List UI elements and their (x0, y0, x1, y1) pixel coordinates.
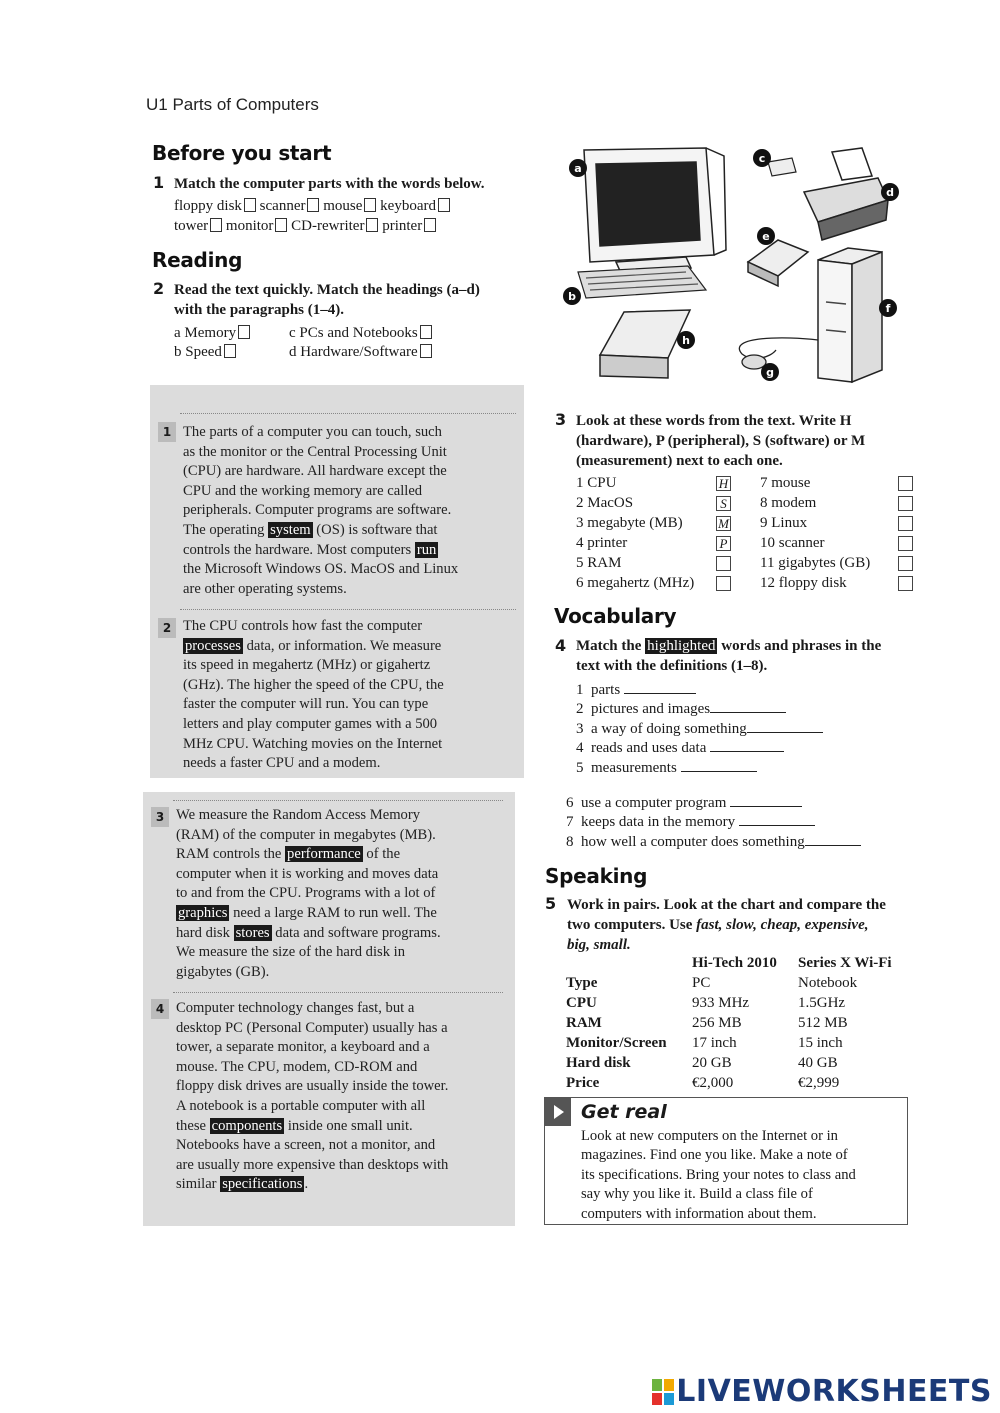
reading-panel-bottom (143, 792, 515, 1226)
text-span: (OS) is software that (312, 521, 438, 538)
comparison-table (566, 953, 892, 1093)
item-word: MacOS (587, 495, 634, 511)
text-line: needs a faster CPU and a modem. (183, 755, 381, 772)
item-number: 8 (566, 834, 574, 850)
text-span: these (176, 1117, 210, 1134)
floppy-disk-image (768, 158, 796, 176)
word-printer: printer (382, 218, 423, 234)
text-line: computer when it is working and moves data (176, 865, 439, 882)
answer-box[interactable] (898, 536, 913, 551)
q3-left-column (576, 474, 736, 594)
text-span: data, or information. We measure (242, 637, 442, 654)
table-cell: Notebook (798, 974, 858, 991)
vocab-item-2 (576, 700, 786, 720)
text-line: desktop PC (Personal Computer) usually has a (176, 1019, 448, 1036)
answer-blank[interactable] (710, 701, 786, 713)
answer-box[interactable] (424, 218, 436, 232)
answer-box[interactable]: S (716, 496, 731, 511)
row-label: Hard disk (566, 1054, 631, 1071)
text-line: (CPU) are hardware. All hardware except the (183, 463, 447, 480)
paragraph-2-number: 2 (158, 618, 176, 638)
label-e: e (762, 230, 770, 243)
table-header (566, 953, 692, 973)
divider (173, 992, 503, 993)
table-cell: 20 GB (692, 1054, 732, 1071)
text-line: letters and play computer games with a 500 (183, 715, 438, 732)
reading-panel-top (150, 385, 524, 778)
text-line: The parts of a computer you can touch, such (183, 424, 442, 440)
tower-image (818, 248, 882, 382)
text-line: to and from the CPU. Programs with a lot of (176, 885, 436, 902)
text-line: CPU and the working memory are called (183, 482, 423, 499)
answer-box[interactable] (716, 576, 731, 591)
q4-instruction (576, 636, 881, 676)
label-h: h (682, 334, 690, 347)
option-memory (174, 324, 250, 344)
text-line: say why you like it. Build a class file of (581, 1186, 813, 1203)
table-row (566, 1053, 892, 1073)
text-line: The CPU controls how fast the computer (183, 618, 423, 634)
answer-blank[interactable] (739, 814, 815, 826)
item-number: 3 (576, 515, 584, 531)
text-line: (RAM) of the computer in megabytes (MB). (176, 826, 436, 843)
text-span: similar (176, 1176, 221, 1193)
table-header: Hi-Tech 2010 (692, 954, 777, 971)
item-word: floppy disk (778, 575, 847, 591)
item-number: 7 (760, 475, 768, 491)
q3-item (760, 574, 915, 594)
instruction-line (567, 935, 886, 955)
logo-icon (652, 1379, 674, 1405)
highlight-specifications[interactable]: specifications (222, 1176, 303, 1193)
instruction-line: (hardware), P (peripheral), S (software) or M (576, 433, 866, 449)
row-label: Type (566, 974, 598, 991)
option-pcs-notebooks (289, 324, 432, 344)
table-row (566, 1013, 892, 1033)
vocab-item-3 (576, 720, 823, 740)
text-line: are other operating systems. (183, 580, 347, 597)
item-number: 2 (576, 701, 584, 717)
answer-blank[interactable] (730, 795, 802, 807)
option-hardware-software (289, 343, 432, 363)
instruction-line (576, 636, 881, 656)
paragraph-1-number: 1 (158, 422, 176, 442)
option-label: c PCs and Notebooks (289, 325, 418, 341)
highlight-performance[interactable]: performance (287, 846, 361, 863)
q3-item (576, 554, 736, 574)
item-number: 5 (576, 555, 584, 571)
row-label: RAM (566, 1014, 602, 1031)
liveworksheets-logo (652, 1374, 992, 1409)
text-line (183, 521, 458, 541)
item-number: 6 (576, 575, 584, 591)
answer-blank[interactable] (710, 740, 784, 752)
word-scanner: scanner (259, 198, 306, 214)
play-arrow-icon (545, 1098, 571, 1126)
highlight-components[interactable]: components (211, 1117, 283, 1134)
get-real-title: Get real (581, 1101, 667, 1123)
paragraph-3-number: 3 (151, 807, 169, 827)
answer-box[interactable] (898, 556, 913, 571)
instruction-line (567, 915, 886, 935)
q5-number: 5 (545, 894, 557, 913)
highlight-graphics[interactable]: graphics (178, 904, 228, 921)
text-line: are usually more expensive than desktops with (176, 1156, 449, 1173)
label-c: c (758, 152, 766, 165)
printer-image (804, 148, 888, 240)
text-line: peripherals. Computer programs are software. (183, 502, 452, 519)
instruction-line: Work in pairs. Look at the chart and compare the (567, 897, 886, 913)
table-row (566, 1073, 892, 1093)
text-span: RAM controls the (176, 846, 286, 863)
table-cell: 1.5GHz (798, 994, 846, 1011)
divider (180, 609, 516, 610)
text-span: Match the (576, 638, 646, 654)
vocabulary-heading: Vocabulary (554, 604, 677, 628)
highlight-sample: highlighted (647, 638, 716, 654)
item-number: 6 (566, 795, 574, 811)
option-speed (174, 343, 236, 363)
paragraph-1 (183, 423, 458, 599)
q3-item (760, 474, 915, 494)
row-label: Monitor/Screen (566, 1034, 667, 1051)
item-text: a way of doing something (591, 721, 747, 737)
scanner-image (600, 310, 690, 378)
q3-item (576, 514, 736, 534)
item-word: scanner (778, 535, 825, 551)
item-number: 1 (576, 682, 584, 698)
answer-box[interactable]: H (716, 476, 731, 491)
logo-text: LIVEWORKSHEETS (676, 1374, 992, 1409)
answer-box[interactable] (366, 218, 378, 232)
text-line (176, 924, 441, 944)
q5-instruction (567, 895, 886, 955)
text-line (176, 845, 441, 865)
instruction-line: (measurement) next to each one. (576, 453, 783, 469)
text-span: words and phrases in the (717, 638, 882, 654)
q3-item (760, 534, 915, 554)
item-number: 12 (760, 575, 775, 591)
text-span: inside one small unit. (284, 1117, 413, 1134)
answer-box[interactable] (898, 576, 913, 591)
highlight-system[interactable]: system (270, 521, 311, 538)
row-label: CPU (566, 994, 597, 1011)
answer-box[interactable] (307, 198, 319, 212)
label-d: d (886, 186, 894, 199)
cd-rewriter-image (748, 240, 808, 286)
word-mouse: mouse (323, 198, 363, 214)
row-label: Price (566, 1074, 600, 1091)
text-span: need a large RAM to run well. The (229, 904, 437, 921)
text-line: We measure the size of the hard disk in (176, 944, 406, 961)
text-line: Notebooks have a screen, not a monitor, and (176, 1137, 436, 1154)
answer-box[interactable] (364, 198, 376, 212)
answer-box[interactable] (438, 198, 450, 212)
text-span: data and software programs. (271, 924, 441, 941)
label-a: a (574, 162, 582, 175)
paragraph-2 (183, 617, 444, 774)
text-span: two computers. Use (567, 917, 697, 933)
q1-row-2 (174, 217, 436, 237)
speaking-heading: Speaking (545, 864, 648, 888)
item-text: measurements (591, 760, 677, 776)
answer-box[interactable] (898, 496, 913, 511)
table-row (566, 1033, 892, 1053)
table-cell: 15 inch (798, 1034, 843, 1051)
answer-blank[interactable] (681, 760, 757, 772)
answer-box[interactable] (898, 516, 913, 531)
answer-box[interactable] (210, 218, 222, 232)
q3-item (576, 494, 736, 514)
item-number: 9 (760, 515, 768, 531)
text-line: A notebook is a portable computer with all (176, 1097, 426, 1114)
text-span: The operating (183, 521, 269, 538)
q3-item (576, 474, 736, 494)
item-word: mouse (771, 475, 811, 491)
item-word: printer (587, 535, 628, 551)
label-b: b (568, 290, 576, 303)
item-text: pictures and images (591, 701, 711, 717)
text-span: controls the hardware. Most computers (183, 541, 415, 558)
q3-item (760, 494, 915, 514)
vocab-item-8 (566, 833, 861, 853)
word-tower: tower (174, 218, 209, 234)
item-number: 3 (576, 721, 584, 737)
q1-number: 1 (153, 173, 165, 192)
item-text: reads and uses data (591, 740, 707, 756)
item-text: how well a computer does something (581, 834, 805, 850)
text-line: We measure the Random Access Memory (176, 807, 421, 823)
text-line: MHz CPU. Watching movies on the Internet (183, 735, 443, 752)
vocab-item-6 (566, 794, 802, 814)
paragraph-3 (176, 806, 441, 982)
item-number: 1 (576, 475, 584, 491)
q2-instruction-1: Read the text quickly. Match the headings (a–d) (174, 282, 480, 298)
table-cell: €2,999 (798, 1074, 840, 1091)
answer-box[interactable]: P (716, 536, 731, 551)
item-text: use a computer program (581, 795, 727, 811)
get-real-box (544, 1097, 908, 1225)
highlight-run[interactable]: run (416, 541, 437, 558)
document-title: U1 Parts of Computers (146, 95, 319, 114)
label-f: f (885, 302, 891, 315)
text-line: magazines. Find one you like. Make a note of (581, 1147, 848, 1164)
highlight-stores[interactable]: stores (235, 924, 270, 941)
text-line: gigabytes (GB). (176, 963, 270, 980)
table-header: Series X Wi-Fi (798, 954, 892, 971)
text-line: computers with information about them. (581, 1205, 817, 1222)
divider (173, 800, 503, 801)
option-label: b Speed (174, 344, 222, 360)
instruction-line: Look at these words from the text. Write H (576, 413, 852, 429)
text-line: floppy disk drives are usually inside the tower. (176, 1078, 449, 1095)
item-number: 4 (576, 740, 584, 756)
text-line: Look at new computers on the Internet or in (581, 1128, 838, 1144)
table-cell: PC (692, 974, 711, 991)
q1-row-1 (174, 197, 450, 217)
vocab-item-4 (576, 739, 784, 759)
monitor-image (584, 148, 726, 273)
q4-number: 4 (555, 636, 567, 655)
text-line: its speed in megahertz (MHz) or gigahertz (183, 657, 431, 674)
table-cell: 40 GB (798, 1054, 838, 1071)
q3-instruction (576, 411, 865, 471)
text-line: tower, a separate monitor, a keyboard and a (176, 1039, 430, 1056)
item-word: megahertz (MHz) (587, 575, 695, 591)
computer-parts-illustration (556, 140, 916, 385)
item-number: 8 (760, 495, 768, 511)
answer-box[interactable]: M (716, 516, 731, 531)
q1-instruction: Match the computer parts with the words below. (174, 176, 485, 192)
table-cell: €2,000 (692, 1074, 734, 1091)
text-line (183, 637, 444, 657)
vocab-item-7 (566, 813, 815, 833)
q3-item (760, 554, 915, 574)
word-keyboard: keyboard (380, 198, 436, 214)
item-word: CPU (587, 475, 617, 491)
text-line (176, 904, 441, 924)
text-span: of the (362, 846, 401, 863)
table-cell: 512 MB (798, 1014, 848, 1031)
option-label: a Memory (174, 325, 237, 341)
answer-box[interactable] (238, 325, 250, 339)
text-line: faster the computer will run. You can type (183, 696, 429, 713)
text-line: as the monitor or the Central Processing Unit (183, 443, 447, 460)
text-span: . (304, 1176, 309, 1193)
answer-box[interactable] (898, 476, 913, 491)
table-row (566, 993, 892, 1013)
paragraph-4 (176, 999, 448, 1195)
table-header-row (566, 953, 892, 973)
q3-item (760, 514, 915, 534)
q3-item (576, 574, 736, 594)
mouse-image (739, 338, 818, 369)
table-cell: 933 MHz (692, 994, 750, 1011)
divider (180, 413, 516, 414)
answer-box[interactable] (224, 344, 236, 358)
answer-box[interactable] (275, 218, 287, 232)
item-word: RAM (587, 555, 622, 571)
text-line (176, 1117, 448, 1137)
text-line: (GHz). The higher the speed of the CPU, the (183, 676, 444, 693)
text-line: mouse. The CPU, modem, CD-ROM and (176, 1058, 418, 1075)
answer-blank[interactable] (805, 834, 861, 846)
vocab-item-1 (576, 681, 696, 701)
item-number: 5 (576, 760, 584, 776)
item-number: 10 (760, 535, 775, 551)
text-line (183, 541, 458, 561)
text-span: hard disk (176, 924, 234, 941)
text-line: its specifications. Bring your notes to class and (581, 1166, 856, 1183)
answer-box[interactable] (420, 344, 432, 358)
highlight-processes[interactable]: processes (185, 637, 241, 654)
adjectives-list: fast, slow, cheap, expensive, (696, 917, 869, 933)
instruction-line: text with the definitions (1–8). (576, 658, 768, 674)
item-word: modem (771, 495, 817, 511)
text-line: Computer technology changes fast, but a (176, 1000, 415, 1016)
vocab-item-5 (576, 759, 757, 779)
paragraph-4-number: 4 (151, 999, 169, 1019)
q2-instruction-2: with the paragraphs (1–4). (174, 302, 345, 318)
item-text: parts (591, 682, 621, 698)
word-monitor: monitor (225, 218, 274, 234)
table-cell: 17 inch (692, 1034, 737, 1051)
q3-number: 3 (555, 410, 567, 429)
text-line: the Microsoft Windows OS. MacOS and Linux (183, 561, 459, 578)
word-cd-rewriter: CD-rewriter (291, 218, 365, 234)
keyboard-image (578, 266, 706, 298)
reading-heading: Reading (152, 248, 243, 272)
item-text: keeps data in the memory (581, 814, 736, 830)
answer-blank[interactable] (747, 721, 823, 733)
q3-right-column (760, 474, 915, 594)
get-real-text (581, 1127, 856, 1224)
answer-blank[interactable] (624, 682, 696, 694)
answer-box[interactable] (716, 556, 731, 571)
item-number: 11 (760, 555, 775, 571)
answer-box[interactable] (244, 198, 256, 212)
text-line (176, 1175, 448, 1195)
answer-box[interactable] (420, 325, 432, 339)
q2-number: 2 (153, 279, 165, 298)
label-g: g (766, 366, 774, 379)
item-number: 2 (576, 495, 584, 511)
item-number: 4 (576, 535, 584, 551)
table-cell: 256 MB (692, 1014, 742, 1031)
word-floppy-disk: floppy disk (174, 198, 242, 214)
before-heading: Before you start (152, 141, 332, 165)
adjectives-list: big, small. (567, 937, 631, 953)
option-label: d Hardware/Software (289, 344, 418, 360)
q3-item (576, 534, 736, 554)
item-word: Linux (771, 515, 808, 531)
item-word: gigabytes (GB) (778, 555, 871, 571)
item-word: megabyte (MB) (587, 515, 683, 531)
item-number: 7 (566, 814, 574, 830)
table-row (566, 973, 892, 993)
